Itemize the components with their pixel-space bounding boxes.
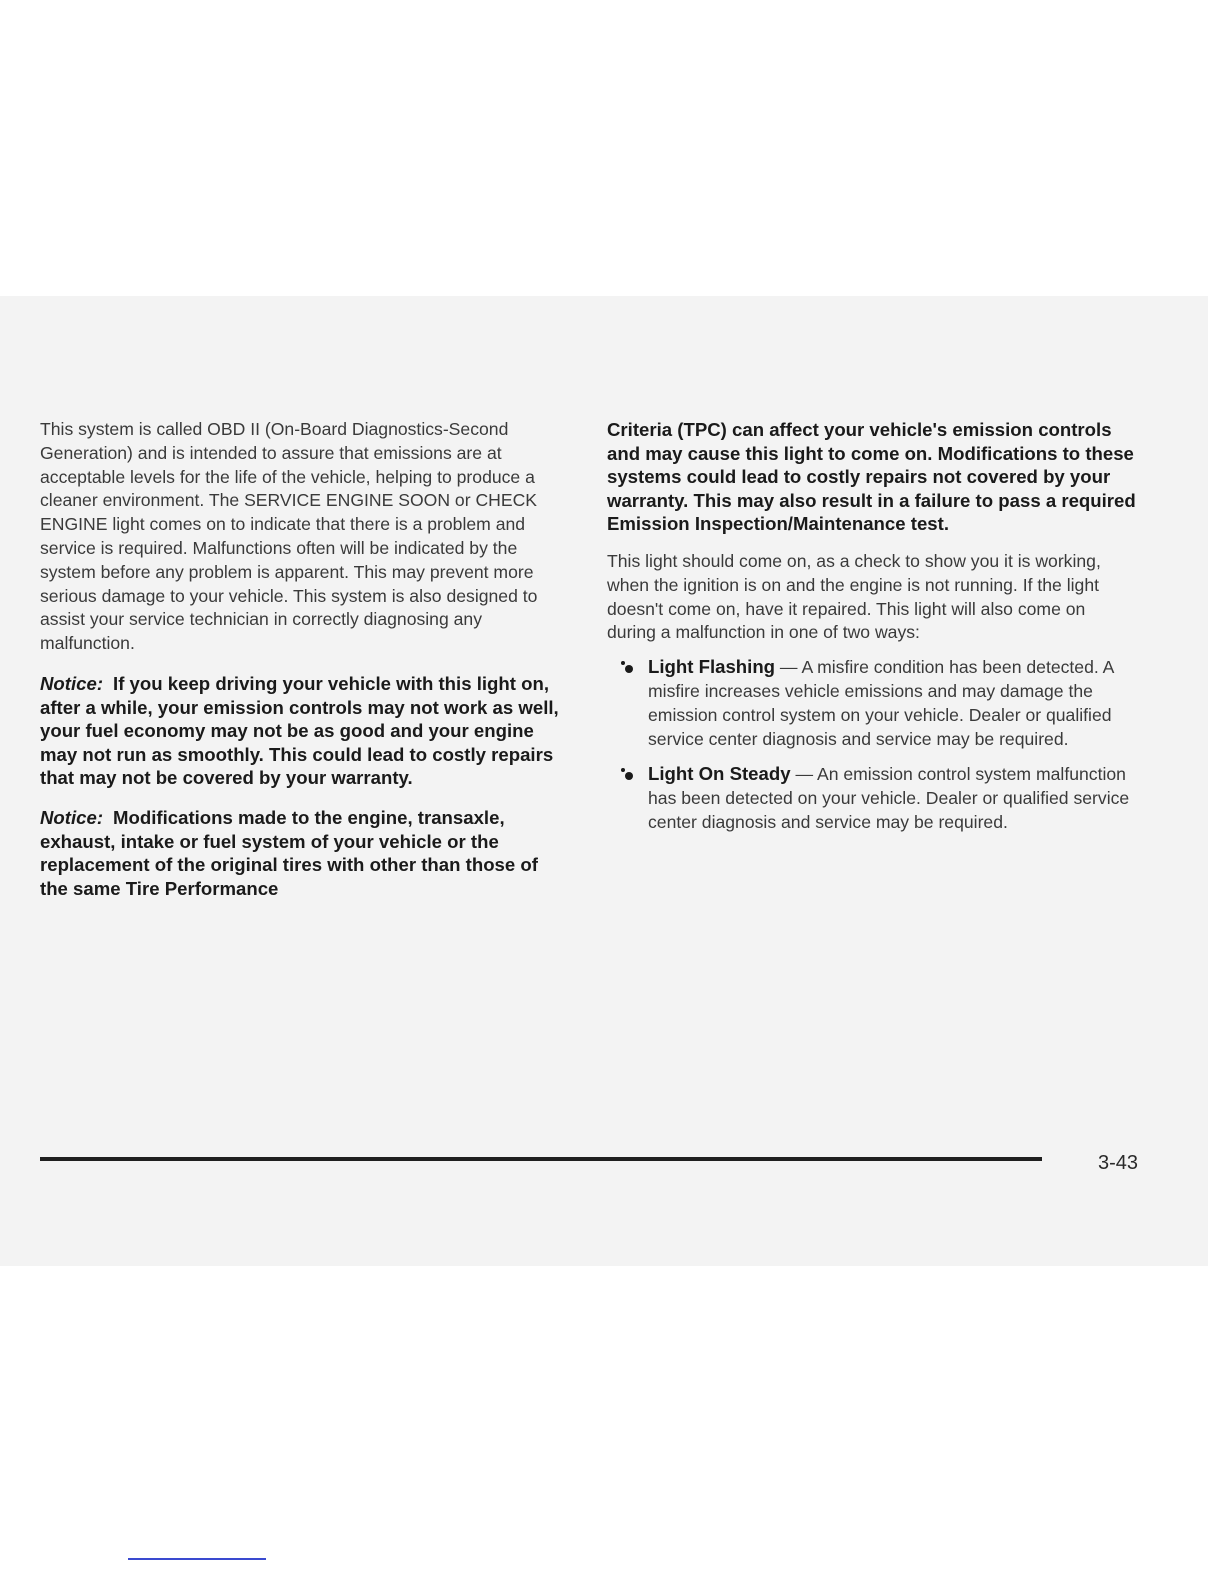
bullet-icon [620, 762, 640, 784]
malfunction-modes-list [607, 655, 1137, 835]
light-check-paragraph: This light should come on, as a check to show you it is working, when the ignition is on and the engine is not running. If the light doesn't come on, have it repaired. This light will also come on during a malfunction in one of two ways: [607, 550, 1101, 643]
bullet-icon [620, 655, 640, 677]
bullet-term: Light Flashing [648, 656, 776, 678]
intro-paragraph: This system is called OBD II (On-Board Diagnostics-Second Generation) and is intended to assure that emissions are at acceptable levels for the life of the vehicle, helping to produce a cleaner environment. The SERVICE ENGINE SOON or CHECK ENGINE light comes on to indicate that there is a problem and service is required. Malfunctions often will be indicated by the system before any problem is apparent. This may prevent more serious damage to your vehicle. This system is also designed to assist your service technician in correctly diagnosing any malfunction. [40, 419, 538, 654]
bullet-text: — A misfire condition has been detected. A misfire increases vehicle emissions and may damage the emission control system on your vehicle. Dealer or qualified service center diagnosis and service may be required. [648, 657, 1114, 749]
notice-label: Notice: [40, 806, 104, 828]
notice-text: Modifications made to the engine, transaxle, exhaust, intake or fuel system of your vehicle or the replacement of the original tires with other than those of the same Tire Performance [40, 806, 538, 899]
notice-modifications [40, 806, 570, 900]
footer-rule [40, 1157, 1042, 1161]
notice-modifications-continued: Criteria (TPC) can affect your vehicle's emission controls and may cause this light to come on. Modifications to these systems could lead to costly repairs not covered by your warranty. This may also result in a failure to pass a required Emission Inspection/Maintenance test. [607, 419, 1136, 535]
right-column [607, 418, 1137, 846]
bullet-text: — An emission control system malfunction has been detected on your vehicle. Dealer or qualified service center diagnosis and service may be required. [648, 764, 1130, 832]
list-item-light-on-steady [607, 762, 1137, 834]
left-column [40, 418, 570, 900]
notice-label: Notice: [40, 672, 104, 694]
list-item-light-flashing [607, 655, 1137, 751]
decorative-blue-line [128, 1558, 266, 1560]
page-number: 3-43 [1098, 1152, 1139, 1174]
bullet-term: Light On Steady [648, 763, 791, 785]
notice-engine-light [40, 672, 570, 790]
notice-text: If you keep driving your vehicle with this light on, after a while, your emission controls may not work as well, your fuel economy may not be as good and your engine may not run as smoothly. This could lead to costly repairs that may not be covered by your warranty. [40, 672, 559, 789]
